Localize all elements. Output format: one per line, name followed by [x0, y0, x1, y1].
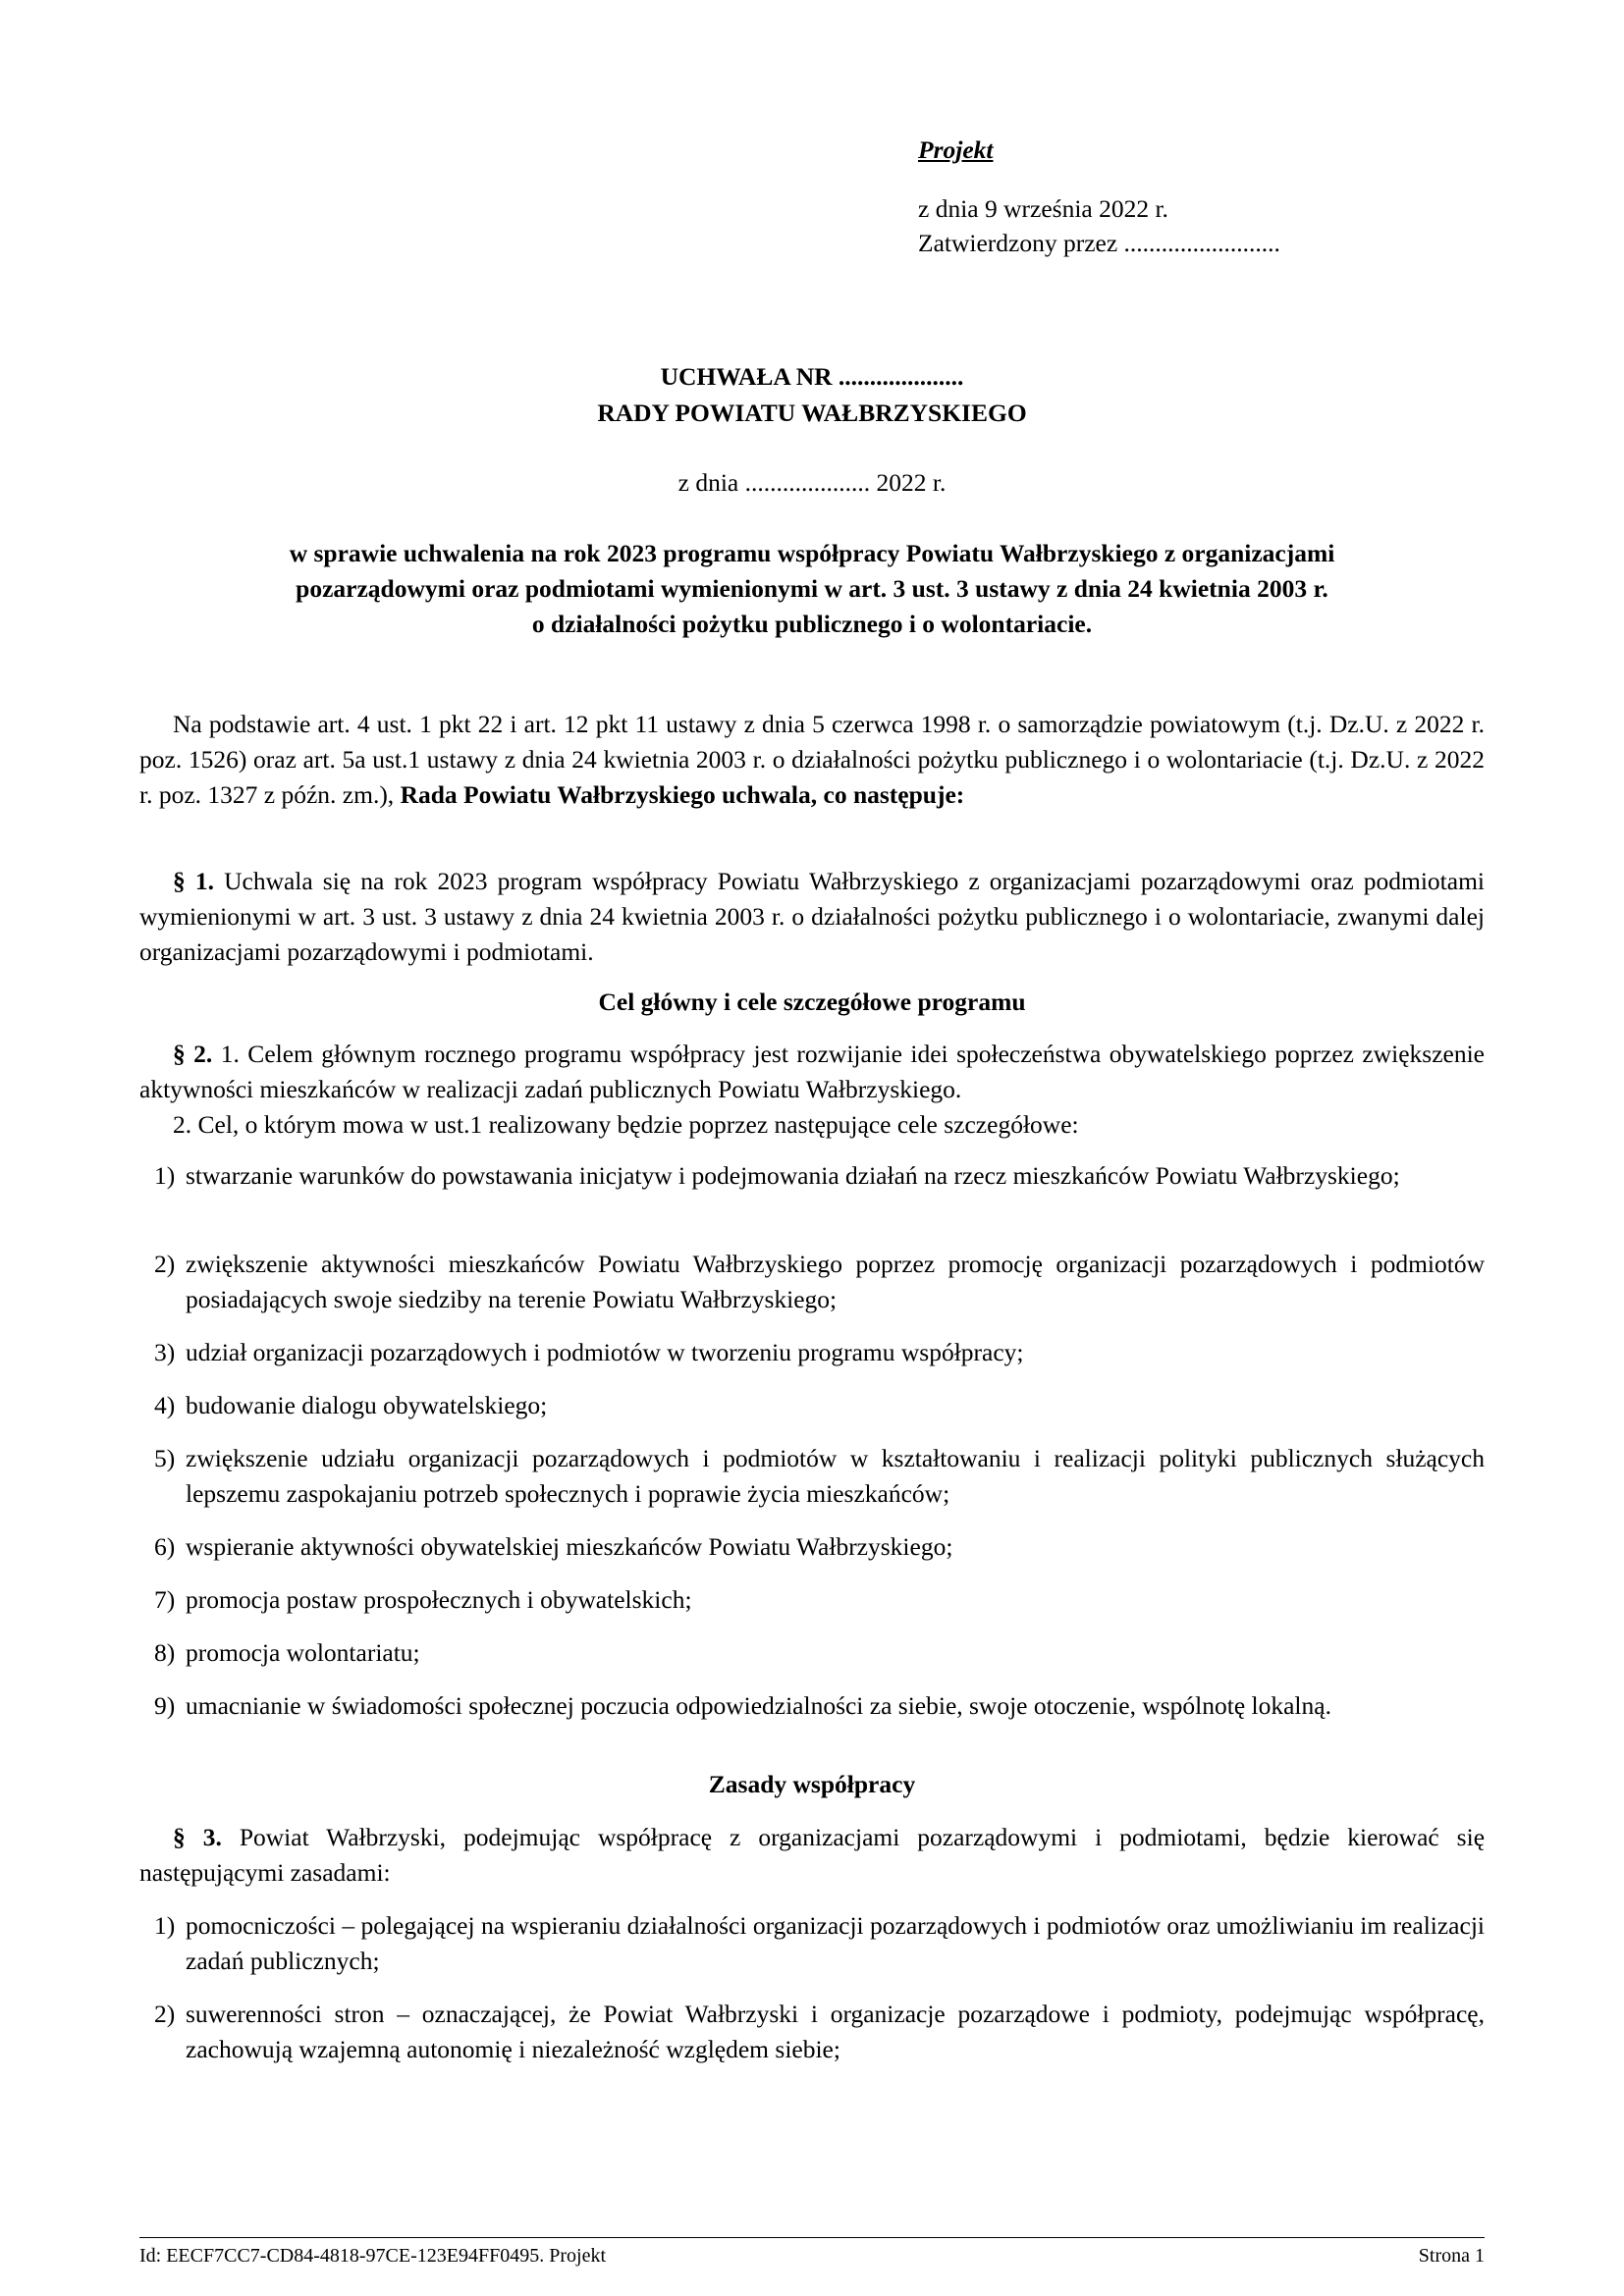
list-number: 2)	[154, 2000, 176, 2028]
list-text: udział organizacji pozarządowych i podmiotów w tworzeniu programu współpracy;	[186, 1338, 1024, 1366]
list-text: suwerenności stron – oznaczającej, że Powiat Wałbrzyski i organizacje pozarządowe i podmioty, podejmując współpracę, zachowują wzajemną autonomię i niezależność względem siebie;	[186, 2000, 1485, 2063]
list-text: wspieranie aktywności obywatelskiej mieszkańców Powiatu Wałbrzyskiego;	[186, 1532, 953, 1561]
list-item	[139, 1582, 1485, 1618]
list-number: 8)	[154, 1638, 176, 1667]
footer-divider	[139, 2237, 1485, 2238]
resolution-subject	[139, 536, 1485, 642]
draft-date: z dnia 9 września 2022 r.	[918, 194, 1168, 223]
list-number: 1)	[154, 1161, 176, 1190]
section-2-paragraph-2: 2. Cel, o którym mowa w ust.1 realizowany będzie poprzez następujące cele szczegółowe:	[173, 1110, 1079, 1139]
list-number: 9)	[154, 1691, 176, 1720]
approved-by: Zatwierdzony przez .........................	[918, 229, 1280, 257]
list-item	[139, 1908, 1485, 1979]
subject-line-2: pozarządowymi oraz podmiotami wymienionymi w art. 3 ust. 3 ustawy z dnia 24 kwietnia 2003 r.	[296, 574, 1328, 603]
list-text: pomocniczości – polegającej na wspieraniu działalności organizacji pozarządowych i podmiotów oraz umożliwianiu im realizacji zadań publicznych;	[186, 1911, 1485, 1975]
list-item	[139, 1635, 1485, 1671]
list-number: 1)	[154, 1911, 176, 1940]
section-1-paragraph	[139, 864, 1485, 970]
section-2-text: 1. Celem głównym rocznego programu współpracy jest rozwijanie idei społeczeństwa obywatelskiego poprzez zwiększenie aktywności mieszkańców w realizacji zadań publicznych Powiatu Wałbrzyskiego.	[139, 1040, 1485, 1103]
list-text: budowanie dialogu obywatelskiego;	[186, 1391, 548, 1419]
list-item	[139, 1529, 1485, 1565]
list-number: 7)	[154, 1585, 176, 1614]
section-2-paragraph	[139, 1037, 1485, 1107]
resolution-number: UCHWAŁA NR ....................	[660, 362, 964, 391]
legal-basis-paragraph	[139, 707, 1485, 813]
list-number: 6)	[154, 1532, 176, 1561]
resolution-title	[139, 358, 1485, 431]
list-number: 3)	[154, 1338, 176, 1366]
list-text: stwarzanie warunków do powstawania inicjatyw i podejmowania działań na rzecz mieszkańców Powiatu Wałbrzyskiego;	[186, 1161, 1400, 1190]
subject-line-3: o działalności pożytku publicznego i o wolontariacie.	[531, 610, 1093, 638]
list-item	[139, 1335, 1485, 1370]
heading-goals: Cel główny i cele szczegółowe programu	[598, 988, 1026, 1016]
list-item	[139, 1688, 1485, 1724]
section-1-mark: § 1.	[173, 867, 214, 895]
list-number: 4)	[154, 1391, 176, 1419]
legal-basis-text: Na podstawie art. 4 ust. 1 pkt 22 i art. 12 pkt 11 ustawy z dnia 5 czerwca 1998 r. o samorządzie powiatowym (t.j. Dz.U. z 2022 r. poz. 1526) oraz art. 5a ust.1 ustawy z dnia 24 kwietnia 2003 r. o działalności pożytku publicznego i o wolontariacie (t.j. Dz.U. z 2022 r. poz. 1327 z późn. zm.),	[139, 710, 1485, 809]
page-number: Strona 1	[1418, 2245, 1485, 2267]
list-number: 2)	[154, 1250, 176, 1278]
section-3-paragraph	[139, 1820, 1485, 1891]
list-text: zwiększenie udziału organizacji pozarządowych i podmiotów w kształtowaniu i realizacji polityki publicznych służących lepszemu zaspokajaniu potrzeb społecznych i poprawie życia mieszkańców;	[186, 1444, 1485, 1508]
list-text: promocja postaw prospołecznych i obywatelskich;	[186, 1585, 692, 1614]
legal-basis-bold: Rada Powiatu Wałbrzyskiego uchwala, co następuje:	[400, 780, 965, 809]
list-text: zwiększenie aktywności mieszkańców Powiatu Wałbrzyskiego poprzez promocję organizacji pozarządowych i podmiotów posiadających swoje siedziby na terenie Powiatu Wałbrzyskiego;	[186, 1250, 1485, 1313]
list-number: 5)	[154, 1444, 176, 1472]
list-item	[139, 1158, 1485, 1194]
resolution-date: z dnia .................... 2022 r.	[677, 468, 947, 497]
document-id: Id: EECF7CC7-CD84-4818-97CE-123E94FF0495. Projekt	[139, 2245, 607, 2267]
list-item	[139, 1388, 1485, 1423]
section-3-mark: § 3.	[173, 1823, 222, 1851]
heading-rules: Zasady współpracy	[708, 1770, 916, 1798]
projekt-label: Projekt	[918, 135, 994, 164]
list-item	[139, 1441, 1485, 1512]
subject-line-1: w sprawie uchwalenia na rok 2023 programu współpracy Powiatu Wałbrzyskiego z organizacjami	[289, 539, 1335, 567]
header-block	[918, 133, 1468, 260]
list-item	[139, 1247, 1485, 1317]
list-text: promocja wolontariatu;	[186, 1638, 420, 1667]
section-2-mark: § 2.	[173, 1040, 213, 1068]
council-name: RADY POWIATU WAŁBRZYSKIEGO	[597, 399, 1027, 427]
section-3-text: Powiat Wałbrzyski, podejmując współpracę z organizacjami pozarządowymi i podmiotami, będzie kierować się następującymi zasadami:	[139, 1823, 1486, 1887]
list-text: umacnianie w świadomości społecznej poczucia odpowiedzialności za siebie, swoje otoczenie, wspólnotę lokalną.	[186, 1691, 1331, 1720]
section-1-text: Uchwala się na rok 2023 program współpracy Powiatu Wałbrzyskiego z organizacjami pozarządowymi oraz podmiotami wymienionymi w art. 3 ust. 3 ustawy z dnia 24 kwietnia 2003 r. o działalności pożytku publicznego i o wolontariacie, zwanymi dalej organizacjami pozarządowymi i podmiotami.	[139, 867, 1485, 966]
list-item	[139, 1997, 1485, 2067]
